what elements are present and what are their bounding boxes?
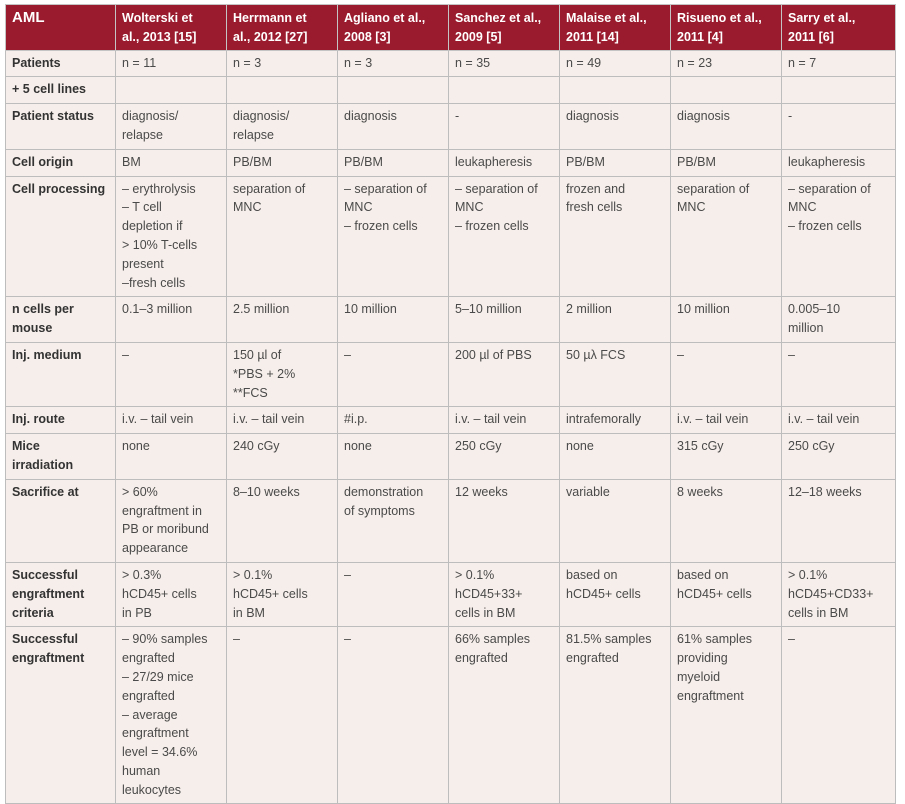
table-cell <box>782 176 896 297</box>
table-cell <box>449 407 560 434</box>
table-cell <box>338 176 449 297</box>
cell-line: 50 µλ FCS <box>566 347 626 362</box>
table-cell <box>116 627 227 804</box>
table-cell <box>227 50 338 77</box>
cell-line: frozen and <box>566 181 626 196</box>
cell-line: – frozen cells <box>788 219 862 234</box>
cell-line: n = 49 <box>566 55 602 70</box>
cell-line: i.v. – tail vein <box>233 412 305 427</box>
cell-line: – <box>344 567 351 582</box>
table-cell <box>227 479 338 562</box>
table-cell <box>782 562 896 626</box>
aml-table-container <box>5 4 895 804</box>
cell-line: *PBS + 2% <box>233 366 296 381</box>
row-label-line: engraftment <box>12 586 85 601</box>
row-label <box>6 77 116 104</box>
column-header-agliano <box>338 5 449 51</box>
cell-line: n = 3 <box>344 55 373 70</box>
cell-line: BM <box>122 154 141 169</box>
row-label-line: Successful <box>12 567 79 582</box>
table-cell <box>116 407 227 434</box>
cell-line: i.v. – tail vein <box>455 412 527 427</box>
table-cell <box>227 342 338 406</box>
cell-line: n = 11 <box>122 55 157 70</box>
table-cell <box>227 407 338 434</box>
cell-line: MNC <box>677 200 706 215</box>
cell-line: 10 million <box>677 302 730 317</box>
table-cell <box>671 149 782 176</box>
table-row-cells-per-mouse <box>6 297 896 343</box>
table-cell <box>671 407 782 434</box>
cell-line: MNC <box>788 200 817 215</box>
cell-line: myeloid <box>677 669 721 684</box>
column-header-wolterski <box>116 5 227 51</box>
cell-line: hCD45+ cells <box>122 586 197 601</box>
cell-line: separation of <box>233 181 306 196</box>
cell-line: human <box>122 763 161 778</box>
table-cell <box>449 479 560 562</box>
cell-line: none <box>344 439 372 454</box>
table-cell <box>782 479 896 562</box>
cell-line: – <box>788 347 795 362</box>
table-cell <box>671 434 782 480</box>
table-cell <box>227 104 338 150</box>
table-cell <box>116 77 227 104</box>
cell-line: 0.1–3 million <box>122 302 193 317</box>
table-cell <box>449 297 560 343</box>
table-cell <box>449 176 560 297</box>
corner-header: AML <box>6 5 116 51</box>
cell-line: diagnosis/ <box>233 109 290 124</box>
cell-line: n = 23 <box>677 55 713 70</box>
table-cell <box>560 176 671 297</box>
table-cell <box>116 562 227 626</box>
header-line: Sarry et al., <box>788 11 856 25</box>
table-cell <box>449 342 560 406</box>
cell-line: 61% samples <box>677 632 753 647</box>
cell-line: > 0.1% <box>455 567 495 582</box>
cell-line: hCD45+ cells <box>566 586 641 601</box>
cell-line: > 60% <box>122 484 158 499</box>
cell-line: 0.005–10 <box>788 302 841 317</box>
cell-line: **FCS <box>233 385 268 400</box>
cell-line: PB/BM <box>677 154 716 169</box>
table-cell <box>227 434 338 480</box>
table-cell <box>338 342 449 406</box>
table-cell <box>560 407 671 434</box>
row-label-line: Cell origin <box>12 154 74 169</box>
cell-line: PB or moribund <box>122 522 209 537</box>
table-row-injection-route <box>6 407 896 434</box>
header-row <box>6 5 896 51</box>
cell-line: – 90% samples <box>122 632 208 647</box>
table-cell <box>338 407 449 434</box>
table-cell <box>449 149 560 176</box>
header-line: 2011 [4] <box>677 29 723 44</box>
table-cell <box>782 342 896 406</box>
column-header-risueno <box>671 5 782 51</box>
cell-line: hCD45+ cells <box>233 586 308 601</box>
cell-line: – erythrolysis <box>122 181 196 196</box>
table-row-sacrifice-at <box>6 479 896 562</box>
table-cell <box>671 562 782 626</box>
cell-line: separation of <box>677 181 750 196</box>
cell-line: diagnosis <box>344 109 397 124</box>
table-cell <box>338 562 449 626</box>
table-cell <box>671 104 782 150</box>
cell-line: leukocytes <box>122 782 182 797</box>
header-line: 2009 [5] <box>455 29 502 44</box>
row-label-line: Patients <box>12 55 61 70</box>
row-label <box>6 434 116 480</box>
cell-line: – separation of <box>344 181 427 196</box>
table-cell <box>116 479 227 562</box>
table-cell <box>671 627 782 804</box>
cell-line: – <box>344 632 351 647</box>
header-line: Sanchez et al., <box>455 11 542 25</box>
table-row-injection-medium <box>6 342 896 406</box>
table-cell <box>449 627 560 804</box>
cell-line: appearance <box>122 541 189 556</box>
table-row-successful-engraftment <box>6 627 896 804</box>
row-label-line: criteria <box>12 605 54 620</box>
header-line: Herrmann et <box>233 11 307 25</box>
table-cell <box>449 434 560 480</box>
row-label <box>6 407 116 434</box>
row-label-line: Mice <box>12 439 40 454</box>
table-cell <box>227 297 338 343</box>
cell-line: none <box>566 439 594 454</box>
table-cell <box>338 479 449 562</box>
cell-line: demonstration <box>344 484 424 499</box>
cell-line: in BM <box>233 605 265 620</box>
table-row-cell-lines <box>6 77 896 104</box>
cell-line: –fresh cells <box>122 275 186 290</box>
cell-line: – T cell <box>122 200 162 215</box>
cell-line: MNC <box>233 200 262 215</box>
table-cell <box>338 77 449 104</box>
cell-line: depletion if <box>122 219 183 234</box>
table-cell <box>560 434 671 480</box>
table-row-patients <box>6 50 896 77</box>
table-cell <box>338 50 449 77</box>
cell-line: engrafted <box>566 651 619 666</box>
table-row-engraftment-criteria <box>6 562 896 626</box>
table-cell <box>338 149 449 176</box>
cell-line: 315 cGy <box>677 439 724 454</box>
cell-line: 10 million <box>344 302 397 317</box>
table-cell <box>560 77 671 104</box>
table-cell <box>449 104 560 150</box>
cell-line: engrafted <box>122 651 175 666</box>
row-label-line: n cells per <box>12 302 74 317</box>
cell-line: - <box>788 109 793 124</box>
row-label-line: Inj. route <box>12 412 65 427</box>
cell-line: 66% samples <box>455 632 531 647</box>
table-cell <box>671 176 782 297</box>
cell-line: leukapheresis <box>788 154 866 169</box>
table-cell <box>560 479 671 562</box>
cell-line: 200 µl of PBS <box>455 347 532 362</box>
cell-line: – <box>788 632 795 647</box>
row-label <box>6 149 116 176</box>
cell-line: MNC <box>344 200 373 215</box>
cell-line: engraftment <box>122 726 189 741</box>
table-row-mice-irradiation <box>6 434 896 480</box>
row-label <box>6 104 116 150</box>
cell-line: hCD45+33+ <box>455 586 523 601</box>
row-label <box>6 176 116 297</box>
header-line: Risueno et al., <box>677 11 762 25</box>
row-label <box>6 562 116 626</box>
cell-line: 150 µl of <box>233 347 282 362</box>
cell-line: – separation of <box>455 181 538 196</box>
cell-line: 2 million <box>566 302 612 317</box>
cell-line: i.v. – tail vein <box>122 412 194 427</box>
cell-line: engraftment in <box>122 503 202 518</box>
table-row-cell-processing <box>6 176 896 297</box>
cell-line: – <box>344 347 351 362</box>
table-row-patient-status <box>6 104 896 150</box>
cell-line: PB/BM <box>344 154 383 169</box>
column-header-sanchez <box>449 5 560 51</box>
table-cell <box>560 562 671 626</box>
cell-line: – 27/29 mice <box>122 669 194 684</box>
table-cell <box>116 176 227 297</box>
cell-line: – average <box>122 707 178 722</box>
cell-line: engraftment <box>677 688 744 703</box>
row-label-line: mouse <box>12 321 53 336</box>
cell-line: 250 cGy <box>455 439 502 454</box>
header-line: Malaise et al., <box>566 11 647 25</box>
table-cell <box>227 176 338 297</box>
table-cell <box>560 342 671 406</box>
column-header-herrmann <box>227 5 338 51</box>
cell-line: of symptoms <box>344 503 415 518</box>
table-cell <box>671 77 782 104</box>
table-cell <box>116 434 227 480</box>
cell-line: million <box>788 321 824 336</box>
table-cell <box>449 77 560 104</box>
cell-line: leukapheresis <box>455 154 533 169</box>
table-cell <box>449 562 560 626</box>
table-cell <box>782 297 896 343</box>
table-cell <box>782 50 896 77</box>
cell-line: – <box>122 347 129 362</box>
table-cell <box>227 149 338 176</box>
row-label <box>6 479 116 562</box>
cell-line: > 0.1% <box>233 567 273 582</box>
cell-line: 5–10 million <box>455 302 522 317</box>
cell-line: diagnosis <box>677 109 730 124</box>
header-line: Agliano et al., <box>344 11 426 25</box>
cell-line: > 10% T-cells <box>122 237 198 252</box>
cell-line: 81.5% samples <box>566 632 652 647</box>
row-label <box>6 627 116 804</box>
cell-line: #i.p. <box>344 412 368 427</box>
cell-line: based on <box>566 567 618 582</box>
cell-line: > 0.3% <box>122 567 162 582</box>
cell-line: 8–10 weeks <box>233 484 300 499</box>
cell-line: 2.5 million <box>233 302 290 317</box>
table-cell <box>560 149 671 176</box>
header-line: 2011 [14] <box>566 29 619 44</box>
row-label-line: Successful <box>12 632 79 647</box>
row-label <box>6 297 116 343</box>
cell-line: engrafted <box>122 688 175 703</box>
table-body <box>6 50 896 804</box>
table-cell <box>560 50 671 77</box>
row-label-line: Cell processing <box>12 181 106 196</box>
cell-line: 8 weeks <box>677 484 723 499</box>
cell-line: hCD45+CD33+ <box>788 586 874 601</box>
cell-line: – frozen cells <box>344 219 418 234</box>
table-row-cell-origin <box>6 149 896 176</box>
table-cell <box>227 627 338 804</box>
row-label <box>6 50 116 77</box>
cell-line: n = 7 <box>788 55 817 70</box>
cell-line: 250 cGy <box>788 439 835 454</box>
table-cell <box>671 342 782 406</box>
cell-line: MNC <box>455 200 484 215</box>
table-cell <box>782 627 896 804</box>
row-label-line: + 5 cell lines <box>12 82 87 97</box>
table-cell <box>782 104 896 150</box>
table-cell <box>227 77 338 104</box>
header-line: al., 2012 [27] <box>233 29 308 44</box>
row-label-line: Inj. medium <box>12 347 82 362</box>
header-line: al., 2013 [15] <box>122 29 197 44</box>
table-cell <box>782 149 896 176</box>
cell-line: engrafted <box>455 651 508 666</box>
cell-line: - <box>455 109 460 124</box>
table-cell <box>560 627 671 804</box>
cell-line: level = 34.6% <box>122 745 198 760</box>
cell-line: in PB <box>122 605 152 620</box>
cell-line: present <box>122 256 164 271</box>
table-cell <box>116 342 227 406</box>
table-cell <box>116 149 227 176</box>
cell-line: 12 weeks <box>455 484 508 499</box>
cell-line: i.v. – tail vein <box>677 412 749 427</box>
table-cell <box>782 77 896 104</box>
table-cell <box>116 104 227 150</box>
cell-line: – <box>233 632 240 647</box>
cell-line: n = 35 <box>455 55 491 70</box>
header-line: 2011 [6] <box>788 29 834 44</box>
table-cell <box>782 407 896 434</box>
row-label-line: Sacrifice at <box>12 484 79 499</box>
table-cell <box>560 104 671 150</box>
cell-line: PB/BM <box>233 154 272 169</box>
cell-line: 12–18 weeks <box>788 484 862 499</box>
table-cell <box>449 50 560 77</box>
cell-line: PB/BM <box>566 154 605 169</box>
header-line: Wolterski et <box>122 11 193 25</box>
cell-line: relapse <box>233 127 274 142</box>
cell-line: based on <box>677 567 729 582</box>
cell-line: hCD45+ cells <box>677 586 752 601</box>
cell-line: – frozen cells <box>455 219 529 234</box>
cell-line: fresh cells <box>566 200 623 215</box>
cell-line: none <box>122 439 150 454</box>
cell-line: > 0.1% <box>788 567 828 582</box>
aml-comparison-table <box>5 4 896 804</box>
row-label <box>6 342 116 406</box>
table-cell <box>338 627 449 804</box>
table-cell <box>338 297 449 343</box>
cell-line: – <box>677 347 684 362</box>
table-cell <box>671 297 782 343</box>
cell-line: relapse <box>122 127 163 142</box>
cell-line: n = 3 <box>233 55 262 70</box>
cell-line: – separation of <box>788 181 871 196</box>
cell-line: providing <box>677 651 728 666</box>
header-line: 2008 [3] <box>344 29 391 44</box>
cell-line: diagnosis <box>566 109 619 124</box>
cell-line: i.v. – tail vein <box>788 412 860 427</box>
cell-line: 240 cGy <box>233 439 280 454</box>
row-label-line: irradiation <box>12 457 74 472</box>
cell-line: diagnosis/ <box>122 109 179 124</box>
table-cell <box>782 434 896 480</box>
cell-line: cells in BM <box>788 605 849 620</box>
cell-line: cells in BM <box>455 605 516 620</box>
table-cell <box>116 50 227 77</box>
column-header-sarry <box>782 5 896 51</box>
row-label-line: engraftment <box>12 651 85 666</box>
table-cell <box>671 479 782 562</box>
table-cell <box>227 562 338 626</box>
cell-line: variable <box>566 484 610 499</box>
row-label-line: Patient status <box>12 109 94 124</box>
table-cell <box>338 104 449 150</box>
cell-line: intrafemorally <box>566 412 642 427</box>
table-cell <box>560 297 671 343</box>
table-cell <box>116 297 227 343</box>
column-header-malaise <box>560 5 671 51</box>
table-cell <box>338 434 449 480</box>
table-cell <box>671 50 782 77</box>
